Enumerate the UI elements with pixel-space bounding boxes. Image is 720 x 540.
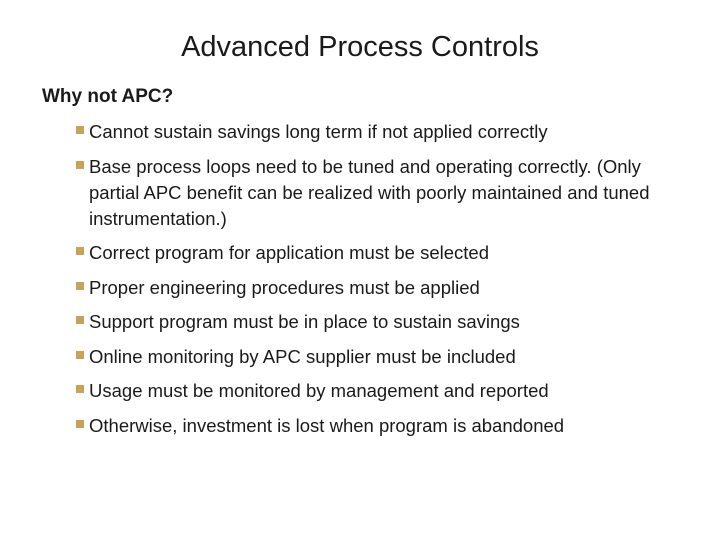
square-bullet-icon [76,316,84,324]
bullet-text: Proper engineering procedures must be applied [89,276,480,298]
square-bullet-icon [76,161,84,169]
square-bullet-icon [76,126,84,134]
bullet-list [42,119,682,439]
bullet-item [76,413,682,439]
bullet-text: Correct program for application must be selected [89,242,489,263]
square-bullet-icon [76,420,84,428]
bullet-item [76,240,682,266]
square-bullet-icon [76,282,84,290]
slide-content [42,84,682,447]
bullet-item [76,309,682,335]
bullet-text: Support program must be in place to sustain savings [89,311,520,332]
bullet-item [76,344,682,370]
bullet-text: Usage must be monitored by management and reported [89,380,549,401]
bullet-text: Otherwise, investment is lost when program is abandoned [89,414,565,436]
bullet-text: Online monitoring by APC supplier must be included [89,345,516,367]
square-bullet-icon [76,351,84,359]
slide-title: Advanced Process Controls [181,31,539,63]
bullet-item [76,119,682,145]
square-bullet-icon [76,247,84,255]
bullet-item [76,154,682,232]
bullet-item [76,378,682,404]
section-heading: Why not APC? [42,86,174,107]
square-bullet-icon [76,385,84,393]
bullet-text: Cannot sustain savings long term if not applied correctly [89,121,548,142]
bullet-item [76,275,682,301]
bullet-text: Base process loops need to be tuned and operating correctly. (Only partial APC benefit can be realized with poorly maintained and tuned instrumentation.) [89,155,650,229]
